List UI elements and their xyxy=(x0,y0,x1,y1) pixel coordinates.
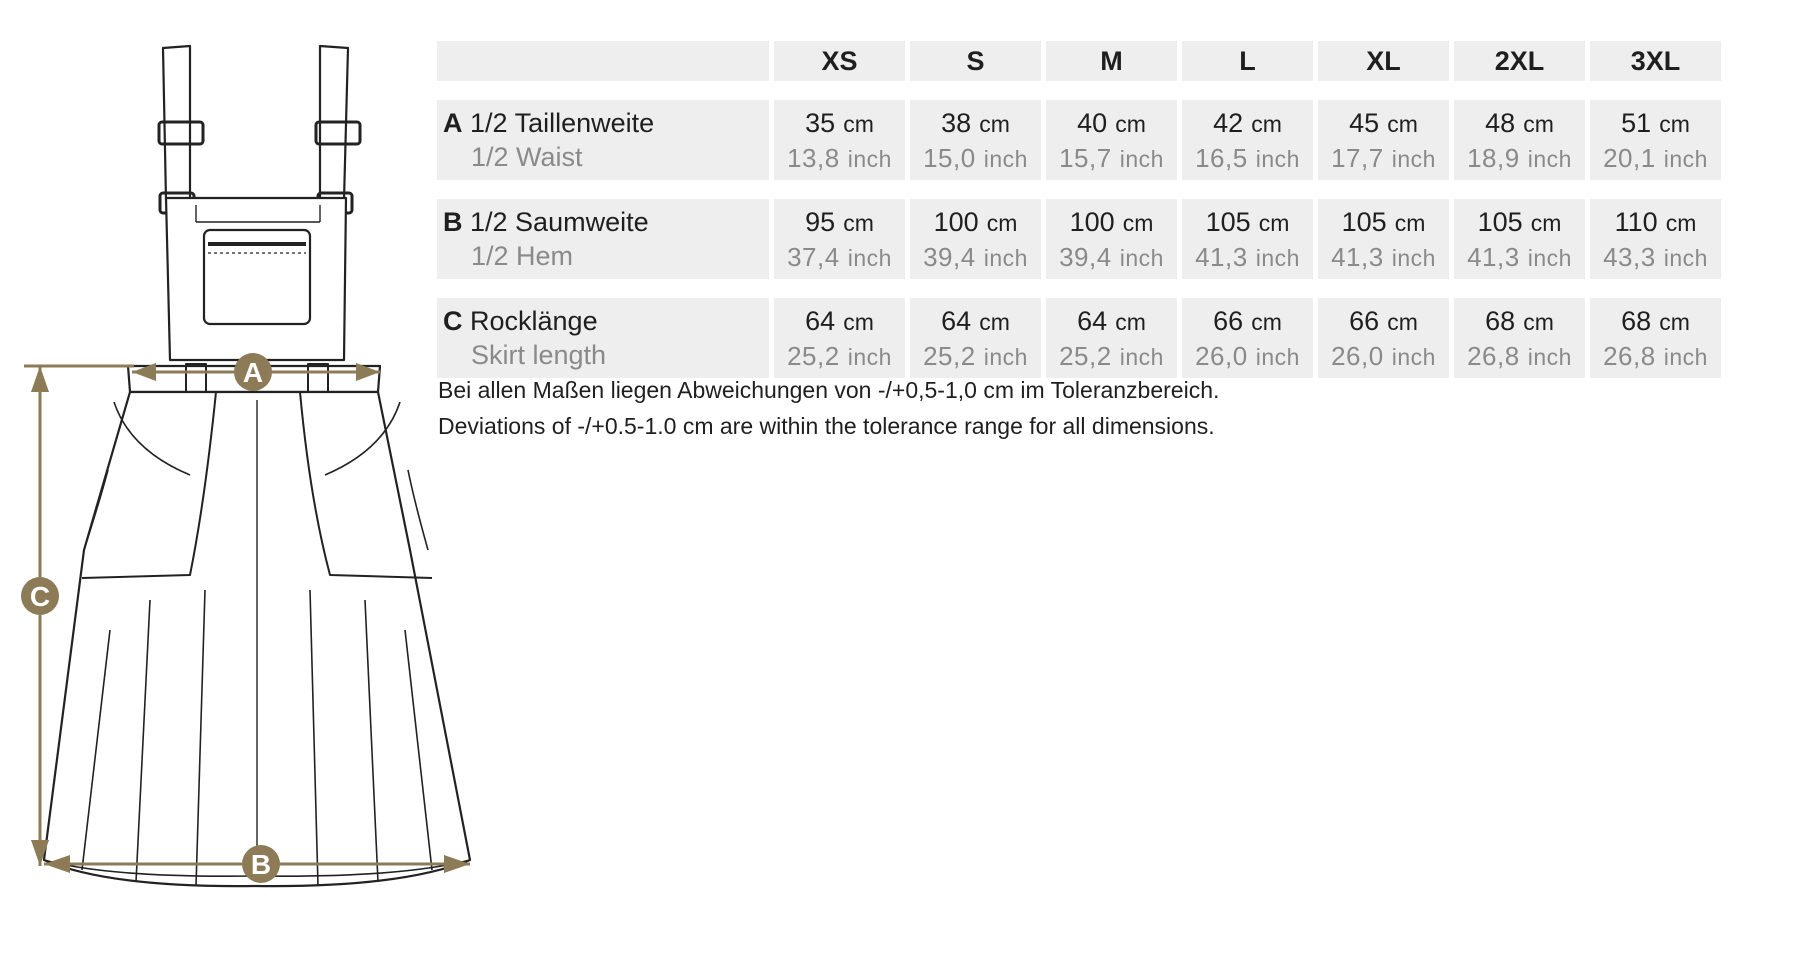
value-cm xyxy=(1454,106,1585,141)
value-inch-number: 26,8 xyxy=(1603,341,1656,371)
value-inch xyxy=(1454,141,1585,176)
unit-cm: cm xyxy=(979,111,1010,137)
measurement-letter: C xyxy=(443,306,463,336)
measurement-name-de: Rocklänge xyxy=(470,306,598,336)
unit-cm: cm xyxy=(1523,309,1554,335)
unit-cm: cm xyxy=(1258,210,1290,236)
value-inch xyxy=(1046,339,1177,374)
measurement-label-de xyxy=(443,205,769,239)
value-inch xyxy=(910,141,1041,176)
unit-cm: cm xyxy=(1251,309,1282,335)
unit-inch: inch xyxy=(847,146,892,172)
unit-inch: inch xyxy=(1255,344,1300,370)
measurement-row xyxy=(437,100,1721,180)
value-cm-number: 48 xyxy=(1485,108,1516,138)
measurement-value-cell xyxy=(1590,199,1721,279)
right-strap xyxy=(316,46,360,213)
value-inch-number: 39,4 xyxy=(923,242,976,272)
unit-cm: cm xyxy=(1387,309,1418,335)
measurement-value-cell xyxy=(1182,199,1313,279)
measurement-value-cell xyxy=(1454,100,1585,180)
unit-cm: cm xyxy=(1387,111,1418,137)
measurement-value-cell xyxy=(1318,199,1449,279)
value-cm-number: 40 xyxy=(1077,108,1108,138)
measurement-row xyxy=(437,298,1721,378)
value-cm xyxy=(774,106,905,141)
value-cm xyxy=(1046,205,1177,240)
unit-cm: cm xyxy=(1659,309,1690,335)
unit-cm: cm xyxy=(1394,210,1426,236)
unit-cm: cm xyxy=(1530,210,1562,236)
unit-cm: cm xyxy=(1523,111,1554,137)
measurement-label-cell xyxy=(437,100,769,180)
measurement-value-cell xyxy=(1318,100,1449,180)
unit-cm: cm xyxy=(1251,111,1282,137)
measurement-value-cell xyxy=(910,199,1041,279)
measurement-name-de: 1/2 Taillenweite xyxy=(470,108,655,138)
value-inch-number: 25,2 xyxy=(787,341,840,371)
value-cm xyxy=(1454,205,1585,240)
value-cm xyxy=(1182,304,1313,339)
value-inch xyxy=(1182,339,1313,374)
value-cm xyxy=(1182,205,1313,240)
measurement-value-cell xyxy=(1046,298,1177,378)
unit-inch: inch xyxy=(983,245,1028,271)
skirt-body xyxy=(44,392,470,886)
measurement-value-cell xyxy=(774,298,905,378)
value-inch xyxy=(1590,141,1721,176)
value-cm-number: 42 xyxy=(1213,108,1244,138)
value-cm-number: 68 xyxy=(1485,306,1516,336)
unit-cm: cm xyxy=(843,210,874,236)
measurement-value-cell xyxy=(1590,298,1721,378)
value-inch-number: 13,8 xyxy=(787,143,840,173)
value-cm xyxy=(910,205,1041,240)
value-inch-number: 16,5 xyxy=(1195,143,1248,173)
unit-inch: inch xyxy=(1119,245,1164,271)
value-inch-number: 26,0 xyxy=(1195,341,1248,371)
value-inch-number: 15,7 xyxy=(1059,143,1112,173)
value-cm-number: 35 xyxy=(805,108,836,138)
value-inch xyxy=(1182,240,1313,275)
value-cm-number: 64 xyxy=(941,306,972,336)
value-inch xyxy=(1454,240,1585,275)
marker-c-label: C xyxy=(29,581,51,612)
value-inch-number: 25,2 xyxy=(1059,341,1112,371)
value-inch xyxy=(1046,240,1177,275)
header-blank xyxy=(437,41,769,81)
measurement-name-en: 1/2 Hem xyxy=(471,241,574,271)
value-inch-number: 15,0 xyxy=(923,143,976,173)
value-inch xyxy=(1318,141,1449,176)
value-cm xyxy=(1454,304,1585,339)
value-cm-number: 66 xyxy=(1213,306,1244,336)
value-inch xyxy=(1590,240,1721,275)
value-cm xyxy=(1318,106,1449,141)
value-inch xyxy=(774,339,905,374)
unit-inch: inch xyxy=(847,344,892,370)
measurement-row xyxy=(437,199,1721,279)
value-cm-number: 68 xyxy=(1621,306,1652,336)
value-cm-number: 64 xyxy=(1077,306,1108,336)
unit-inch: inch xyxy=(1527,344,1572,370)
measurement-name-de: 1/2 Saumweite xyxy=(470,207,649,237)
measurement-label-cell xyxy=(437,298,769,378)
size-header: 3XL xyxy=(1590,41,1721,81)
size-header: XL xyxy=(1318,41,1449,81)
unit-cm: cm xyxy=(1115,309,1146,335)
value-cm-number: 105 xyxy=(1341,207,1387,237)
value-cm-number: 100 xyxy=(1069,207,1115,237)
measurement-value-cell xyxy=(1318,298,1449,378)
measurement-value-cell xyxy=(910,298,1041,378)
unit-cm: cm xyxy=(1659,111,1690,137)
value-cm-number: 64 xyxy=(805,306,836,336)
unit-inch: inch xyxy=(1391,344,1436,370)
measurement-label-cell xyxy=(437,199,769,279)
tolerance-note-de: Bei allen Maßen liegen Abweichungen von -/+0,5-1,0 cm im Toleranzbereich. xyxy=(438,377,1220,403)
unit-inch: inch xyxy=(1663,344,1708,370)
value-cm xyxy=(1318,304,1449,339)
value-inch xyxy=(1182,141,1313,176)
value-cm xyxy=(1046,106,1177,141)
unit-inch: inch xyxy=(1391,245,1436,271)
value-cm xyxy=(1590,106,1721,141)
value-inch xyxy=(1590,339,1721,374)
value-cm-number: 105 xyxy=(1205,207,1251,237)
size-header: L xyxy=(1182,41,1313,81)
value-inch-number: 37,4 xyxy=(787,242,840,272)
unit-cm: cm xyxy=(843,309,874,335)
value-cm xyxy=(1590,304,1721,339)
value-inch-number: 41,3 xyxy=(1467,242,1520,272)
marker-a-label: A xyxy=(242,357,264,388)
unit-inch: inch xyxy=(1119,344,1164,370)
value-cm-number: 105 xyxy=(1477,207,1523,237)
unit-inch: inch xyxy=(1391,146,1436,172)
measurement-value-cell xyxy=(1182,298,1313,378)
unit-inch: inch xyxy=(1527,245,1572,271)
value-inch-number: 39,4 xyxy=(1059,242,1112,272)
size-header: M xyxy=(1046,41,1177,81)
value-cm-number: 66 xyxy=(1349,306,1380,336)
bib xyxy=(166,198,346,360)
value-inch xyxy=(1046,141,1177,176)
unit-inch: inch xyxy=(983,146,1028,172)
unit-cm: cm xyxy=(1122,210,1154,236)
unit-inch: inch xyxy=(1527,146,1572,172)
unit-inch: inch xyxy=(1255,245,1300,271)
measurement-label-de xyxy=(443,304,769,338)
measurement-value-cell xyxy=(1454,298,1585,378)
value-cm xyxy=(1046,304,1177,339)
unit-cm: cm xyxy=(1115,111,1146,137)
value-cm xyxy=(1182,106,1313,141)
value-cm xyxy=(774,304,905,339)
size-header-row xyxy=(437,41,1721,81)
left-strap xyxy=(159,46,203,213)
unit-inch: inch xyxy=(1255,146,1300,172)
value-inch-number: 25,2 xyxy=(923,341,976,371)
value-inch-number: 26,8 xyxy=(1467,341,1520,371)
value-inch xyxy=(1318,339,1449,374)
value-cm xyxy=(910,106,1041,141)
value-inch-number: 41,3 xyxy=(1195,242,1248,272)
unit-inch: inch xyxy=(1663,146,1708,172)
value-cm-number: 51 xyxy=(1621,108,1652,138)
size-chart-table xyxy=(432,41,1726,378)
measurement-value-cell xyxy=(774,100,905,180)
size-header: XS xyxy=(774,41,905,81)
measurement-value-cell xyxy=(910,100,1041,180)
value-cm xyxy=(774,205,905,240)
value-inch xyxy=(1454,339,1585,374)
value-cm xyxy=(1318,205,1449,240)
value-inch xyxy=(910,240,1041,275)
value-cm-number: 110 xyxy=(1614,207,1658,237)
unit-inch: inch xyxy=(983,344,1028,370)
measurement-value-cell xyxy=(1182,100,1313,180)
measurement-letter: B xyxy=(443,207,463,237)
measurement-name-en: Skirt length xyxy=(471,340,607,370)
value-inch-number: 26,0 xyxy=(1331,341,1384,371)
value-inch-number: 41,3 xyxy=(1331,242,1384,272)
tolerance-note-en: Deviations of -/+0.5-1.0 cm are within the tolerance range for all dimensions. xyxy=(438,413,1215,439)
value-inch-number: 20,1 xyxy=(1603,143,1656,173)
size-header: 2XL xyxy=(1454,41,1585,81)
unit-cm: cm xyxy=(979,309,1010,335)
value-inch xyxy=(1318,240,1449,275)
unit-cm: cm xyxy=(986,210,1018,236)
value-cm-number: 45 xyxy=(1349,108,1380,138)
value-inch-number: 17,7 xyxy=(1331,143,1384,173)
marker-b-label: B xyxy=(250,849,272,880)
tolerance-notes xyxy=(438,372,1219,444)
measurement-value-cell xyxy=(1454,199,1585,279)
unit-inch: inch xyxy=(1663,245,1708,271)
measurement-value-cell xyxy=(774,199,905,279)
measurement-rows xyxy=(437,100,1721,378)
unit-cm: cm xyxy=(1665,210,1697,236)
unit-inch: inch xyxy=(847,245,892,271)
value-inch xyxy=(774,141,905,176)
value-inch-number: 43,3 xyxy=(1603,242,1656,272)
value-inch-number: 18,9 xyxy=(1467,143,1520,173)
value-cm xyxy=(1590,205,1721,240)
unit-cm: cm xyxy=(843,111,874,137)
value-inch xyxy=(774,240,905,275)
measurement-value-cell xyxy=(1590,100,1721,180)
value-cm xyxy=(910,304,1041,339)
measurement-name-en: 1/2 Waist xyxy=(471,142,583,172)
measurement-value-cell xyxy=(1046,100,1177,180)
measurement-value-cell xyxy=(1046,199,1177,279)
measurement-label-de xyxy=(443,106,769,140)
unit-inch: inch xyxy=(1119,146,1164,172)
dungaree-skirt-diagram xyxy=(0,30,490,910)
value-inch xyxy=(910,339,1041,374)
value-cm-number: 100 xyxy=(933,207,979,237)
size-header: S xyxy=(910,41,1041,81)
value-cm-number: 38 xyxy=(941,108,972,138)
value-cm-number: 95 xyxy=(805,207,836,237)
measurement-letter: A xyxy=(443,108,463,138)
